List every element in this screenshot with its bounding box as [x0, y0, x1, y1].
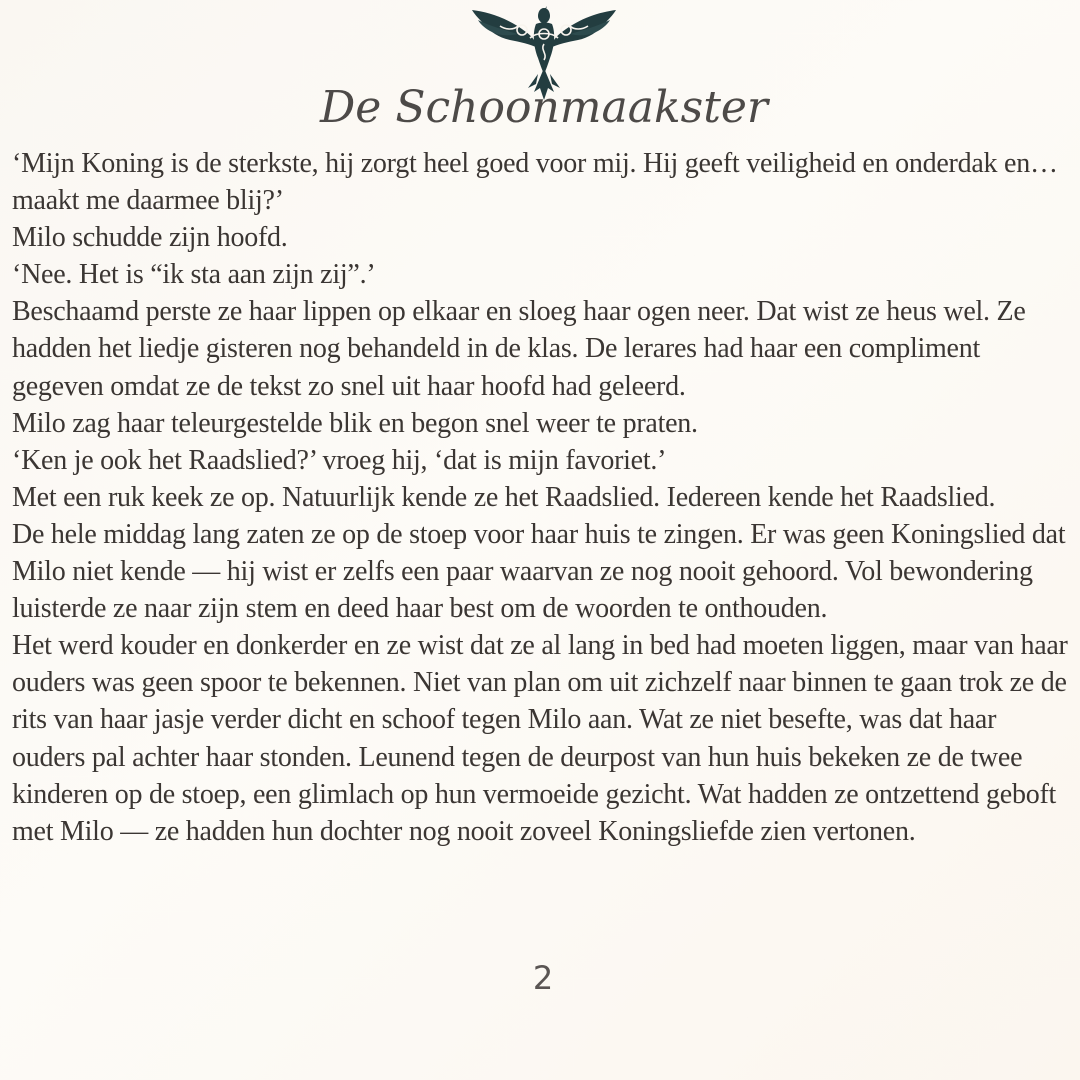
paragraph: Milo zag haar teleurgestelde blik en begon snel weer te praten.: [12, 407, 698, 439]
page-number: 2: [532, 959, 554, 997]
paragraph: Het werd kouder en donkerder en ze wist dat ze al lang in bed had moeten liggen, maar van haar ouders was geen spoor te bekennen. Niet van plan om uit zichzelf naar binnen te gaan trok ze de rits van haar jasje verder dicht en schoof tegen Milo aan. Wat ze niet besefte, was dat haar ouders pal achter haar stonden. Leunend tegen de deurpost van hun huis bekeken ze de twee kinderen op de stoep, een glimlach op hun vermoeide gezicht. Wat hadden ze ontzettend geboft met Milo — ze hadden hun dochter nog nooit zoveel Koningsliefde zien vertonen.: [12, 630, 1068, 847]
paragraph: De hele middag lang zaten ze op de stoep voor haar huis te zingen. Er was geen Koningslied dat Milo niet kende — hij wist er zelfs een paar waarvan ze nog nooit gehoord. Vol bewondering luisterde ze naar zijn stem en deed haar best om de woorden te onthouden.: [12, 518, 1066, 625]
paragraph: ‘Nee. Het is “ik sta aan zijn zij”.’: [12, 259, 376, 291]
paragraph: Beschaamd perste ze haar lippen op elkaar en sloeg haar ogen neer. Dat wist ze heus wel. Ze hadden het liedje gisteren nog behandeld in de klas. De lerares had haar een compliment gegeven omdat ze de tekst zo snel uit haar hoofd had geleerd.: [12, 296, 1026, 402]
paragraph: Milo schudde zijn hoofd.: [12, 222, 288, 254]
paragraph: ‘Ken je ook het Raadslied?’ vroeg hij, ‘dat is mijn favoriet.’: [12, 444, 667, 476]
book-title: De Schoonmaakster: [320, 82, 768, 133]
paragraph: ‘Mijn Koning is de sterkste, hij zorgt heel goed voor mij. Hij geeft veiligheid en onderdak en… maakt me daarmee blij?’: [12, 148, 1058, 217]
story-text: [12, 145, 1072, 850]
paragraph: Met een ruk keek ze op. Natuurlijk kende ze het Raadslied. Iedereen kende het Raadslied.: [12, 481, 996, 513]
